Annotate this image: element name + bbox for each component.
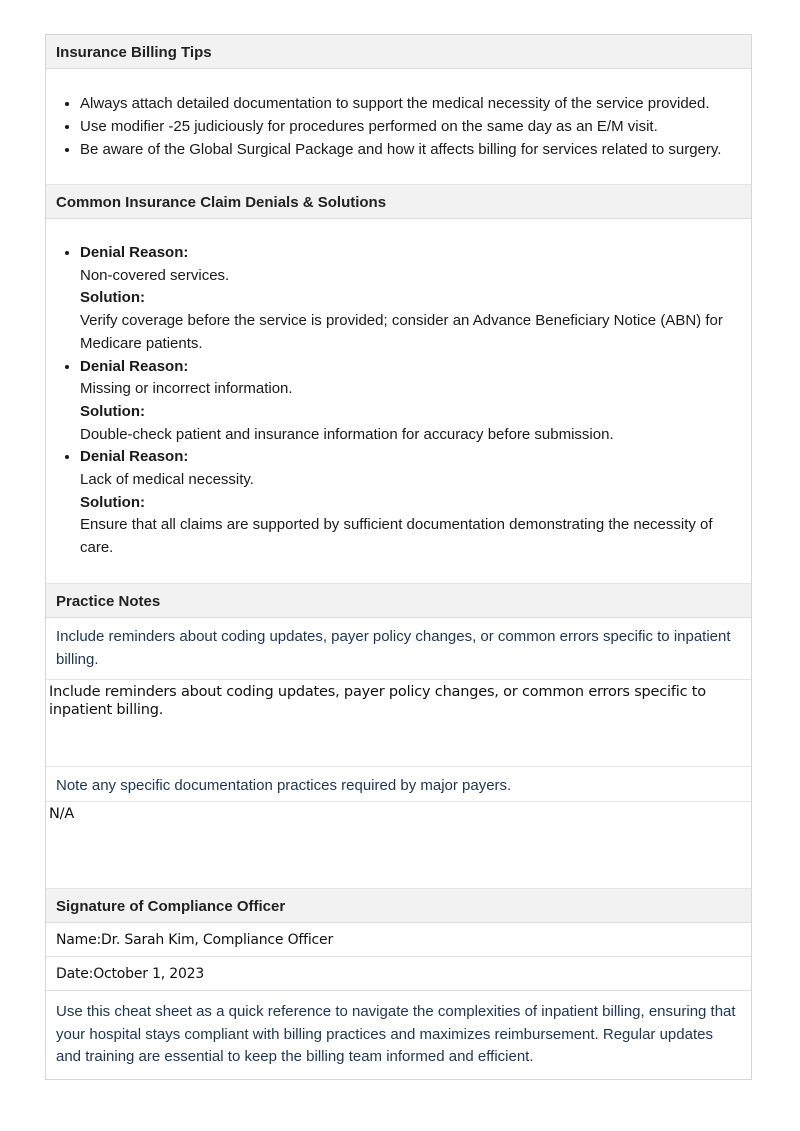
notes-prompt-documentation: Note any specific documentation practices required by major payers.: [46, 767, 751, 802]
signature-date-label: Date:: [56, 966, 94, 982]
billing-tips-header: Insurance Billing Tips: [46, 35, 751, 69]
notes-prompt-coding-updates: Include reminders about coding updates, payer policy changes, or common errors specific to inpatient billing.: [46, 618, 751, 680]
list-item: [80, 242, 743, 356]
signature-date-field[interactable]: [46, 957, 751, 991]
practice-notes-header: Practice Notes: [46, 584, 751, 618]
claim-denials-list: [46, 219, 751, 583]
solution-text: Verify coverage before the service is provided; consider an Advance Beneficiary Notice (ABN) for Medicare patients.: [80, 312, 723, 352]
denial-reason-text: Lack of medical necessity.: [80, 471, 254, 489]
officer-name-field[interactable]: [46, 923, 751, 957]
billing-tips-section: [46, 69, 751, 185]
solution-text: Double-check patient and insurance information for accuracy before submission.: [80, 425, 614, 443]
denial-reason-label: • Denial Reason:: [80, 357, 189, 375]
notes-answer-documentation[interactable]: N/A: [46, 802, 751, 889]
list-item: [80, 356, 743, 447]
list-item: • Use modifier -25 judiciously for procedures performed on the same day as an E/M visit.: [80, 115, 751, 138]
signature-date-value: October 1, 2023: [93, 966, 205, 982]
denial-reason-text: Missing or incorrect information.: [80, 380, 293, 398]
officer-name-value: Dr. Sarah Kim, Compliance Officer: [101, 932, 334, 948]
billing-tips-list: [46, 69, 751, 185]
denial-reason-label: • Denial Reason:: [80, 244, 189, 261]
denial-reason-text: Non-covered services.: [80, 266, 230, 284]
solution-text: Ensure that all claims are supported by sufficient documentation demonstrating the necessity of care.: [80, 516, 713, 557]
signature-header: Signature of Compliance Officer: [46, 889, 751, 923]
solution-label: Solution:: [80, 493, 145, 511]
claim-denials-header: Common Insurance Claim Denials & Solutions: [46, 185, 751, 219]
notes-answer-coding-updates[interactable]: Include reminders about coding updates, payer policy changes, or common errors specific to inpatient billing.: [46, 680, 751, 767]
denial-reason-label: • Denial Reason:: [80, 448, 189, 466]
list-item: • Always attach detailed documentation to support the medical necessity of the service provided.: [80, 92, 751, 115]
list-item: [80, 446, 743, 560]
officer-name-label: Name:: [56, 932, 102, 948]
solution-label: Solution:: [80, 289, 145, 307]
cheat-sheet: [45, 34, 752, 1080]
solution-label: Solution:: [80, 402, 145, 420]
closing-note: Use this cheat sheet as a quick reference to navigate the complexities of inpatient billing, ensuring that your hospital stays compliant with billing practices and maximizes reimbursement. Regular updates and training are essential to keep the billing team informed and efficient.: [46, 991, 751, 1080]
list-item: • Be aware of the Global Surgical Package and how it affects billing for services related to surgery.: [80, 138, 751, 161]
claim-denials-section: [46, 219, 751, 584]
